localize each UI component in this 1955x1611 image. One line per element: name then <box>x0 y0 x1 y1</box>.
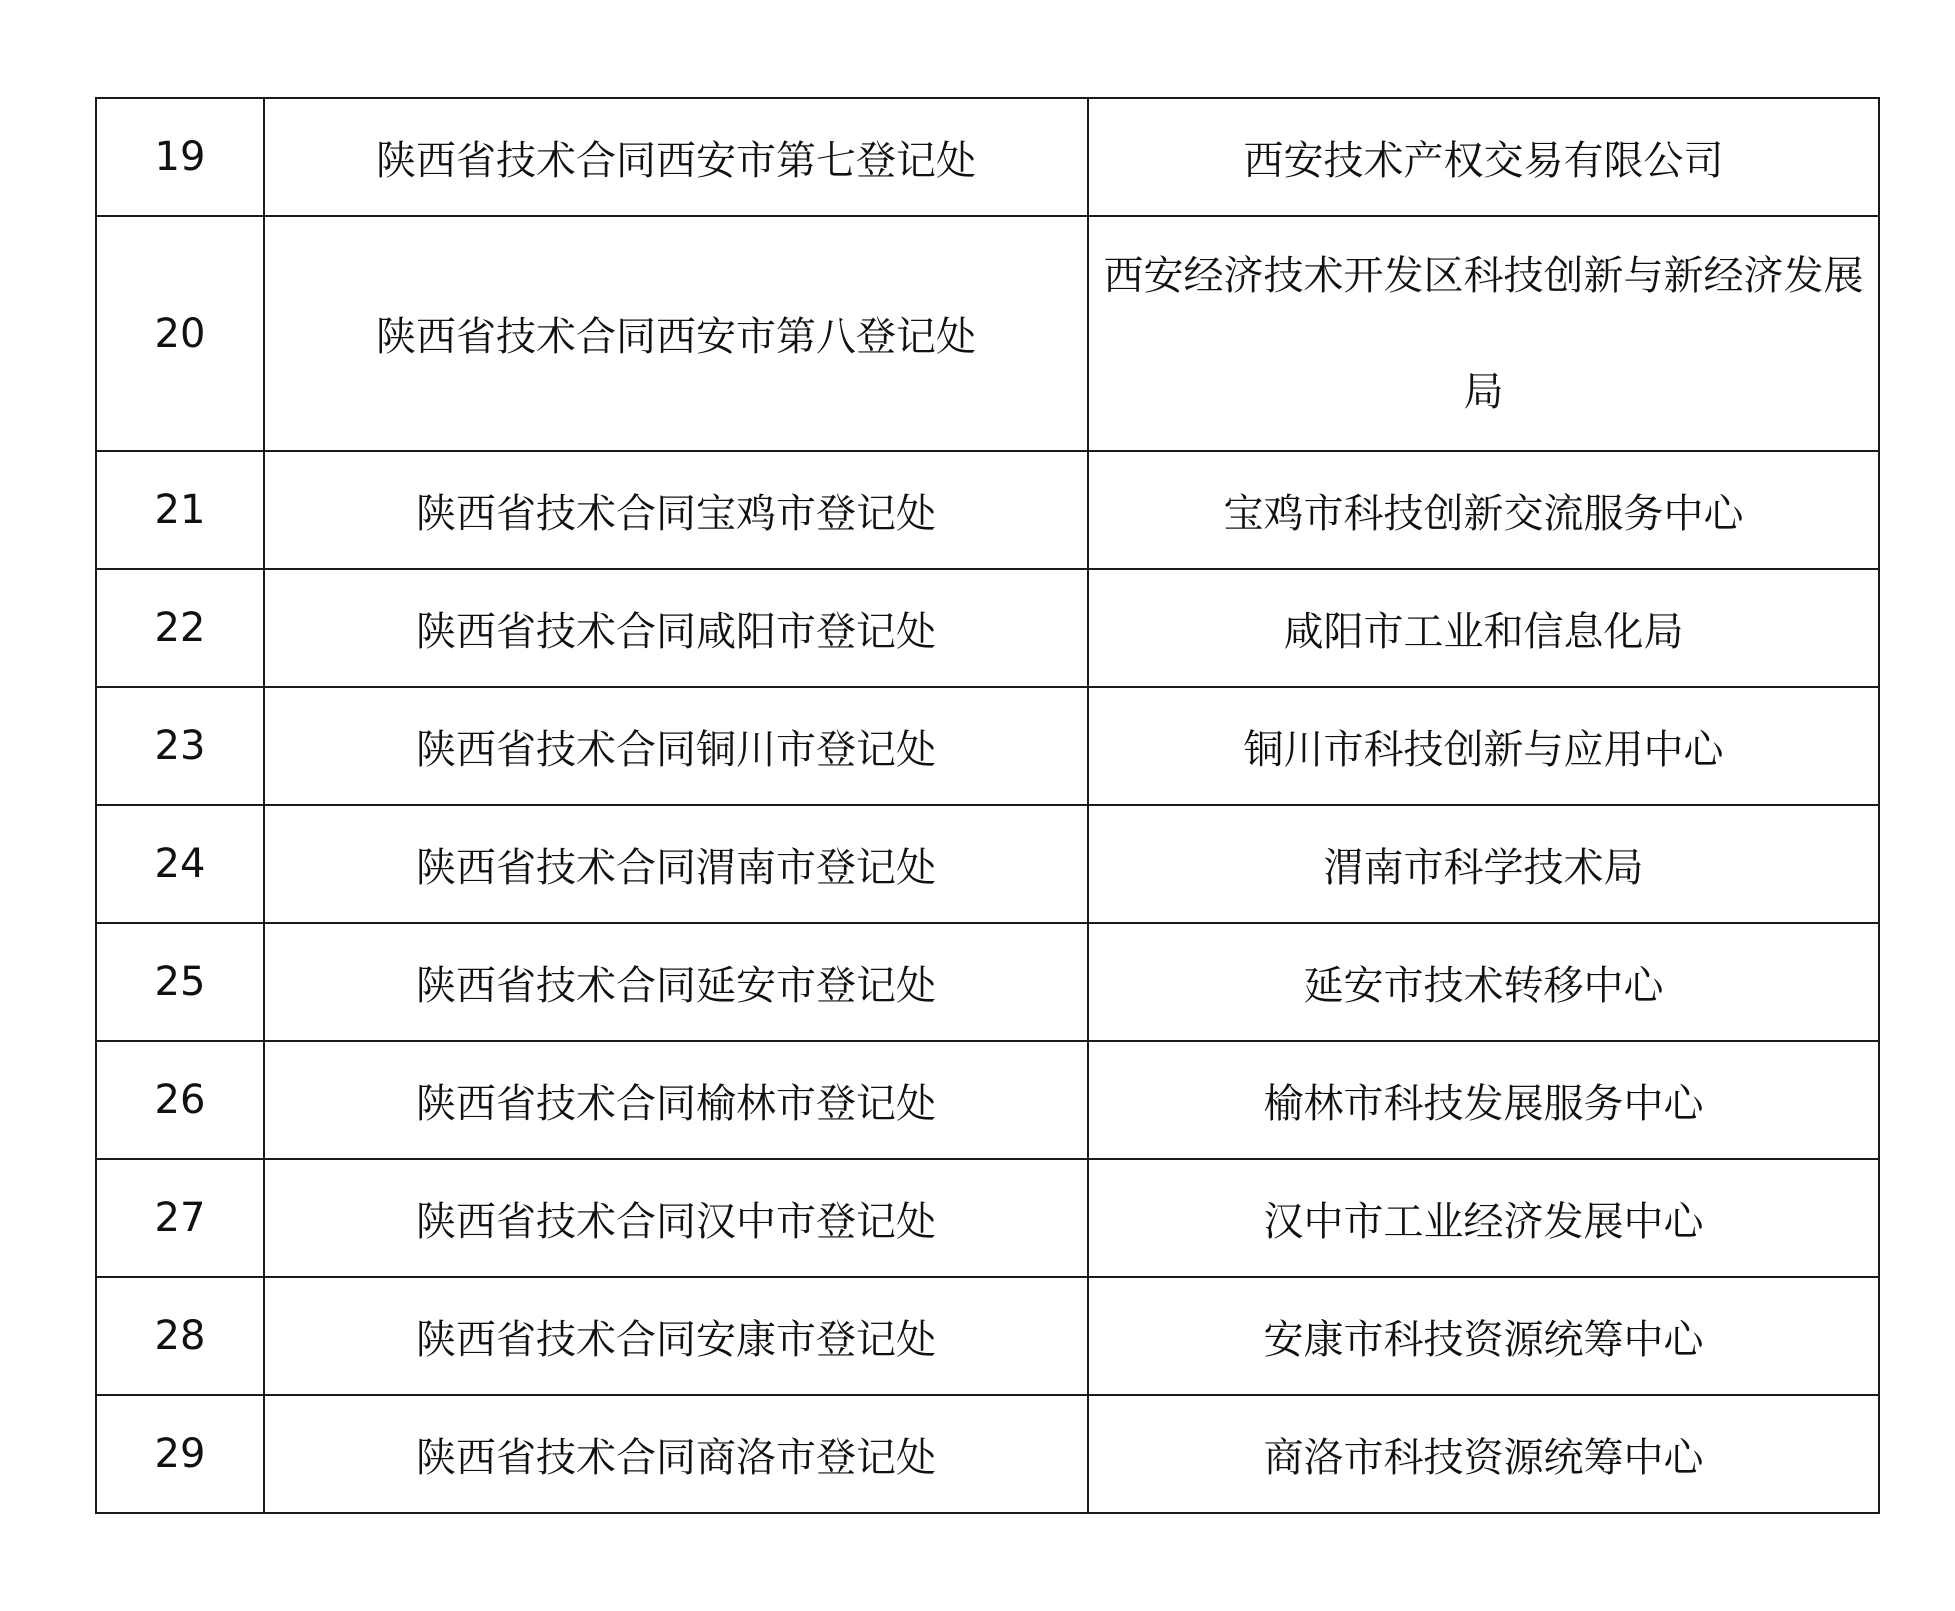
table-row <box>96 687 1879 805</box>
row-number: 22 <box>96 569 264 687</box>
office-cell: 陕西省技术合同宝鸡市登记处 <box>264 451 1088 569</box>
organization-cell: 西安经济技术开发区科技创新与新经济发展局 <box>1088 216 1879 451</box>
office-cell: 陕西省技术合同渭南市登记处 <box>264 805 1088 923</box>
table-row <box>96 98 1879 216</box>
organization-cell: 安康市科技资源统筹中心 <box>1088 1277 1879 1395</box>
row-number: 21 <box>96 451 264 569</box>
table-row <box>96 569 1879 687</box>
table-row <box>96 1277 1879 1395</box>
office-cell: 陕西省技术合同商洛市登记处 <box>264 1395 1088 1513</box>
table-row <box>96 805 1879 923</box>
row-number: 25 <box>96 923 264 1041</box>
organization-cell: 西安技术产权交易有限公司 <box>1088 98 1879 216</box>
organization-cell: 铜川市科技创新与应用中心 <box>1088 687 1879 805</box>
organization-cell: 渭南市科学技术局 <box>1088 805 1879 923</box>
table-row <box>96 1041 1879 1159</box>
office-cell: 陕西省技术合同汉中市登记处 <box>264 1159 1088 1277</box>
row-number: 19 <box>96 98 264 216</box>
organization-cell: 榆林市科技发展服务中心 <box>1088 1041 1879 1159</box>
office-cell: 陕西省技术合同咸阳市登记处 <box>264 569 1088 687</box>
office-cell: 陕西省技术合同西安市第八登记处 <box>264 216 1088 451</box>
table-row <box>96 1395 1879 1513</box>
row-number: 28 <box>96 1277 264 1395</box>
registry-table <box>95 97 1880 1514</box>
row-number: 24 <box>96 805 264 923</box>
table-row <box>96 1159 1879 1277</box>
office-cell: 陕西省技术合同榆林市登记处 <box>264 1041 1088 1159</box>
row-number: 26 <box>96 1041 264 1159</box>
row-number: 23 <box>96 687 264 805</box>
row-number: 27 <box>96 1159 264 1277</box>
organization-cell: 宝鸡市科技创新交流服务中心 <box>1088 451 1879 569</box>
office-cell: 陕西省技术合同西安市第七登记处 <box>264 98 1088 216</box>
organization-cell: 咸阳市工业和信息化局 <box>1088 569 1879 687</box>
table-row <box>96 216 1879 451</box>
table-row <box>96 451 1879 569</box>
row-number: 20 <box>96 216 264 451</box>
office-cell: 陕西省技术合同铜川市登记处 <box>264 687 1088 805</box>
table-row <box>96 923 1879 1041</box>
office-cell: 陕西省技术合同安康市登记处 <box>264 1277 1088 1395</box>
office-cell: 陕西省技术合同延安市登记处 <box>264 923 1088 1041</box>
organization-cell: 汉中市工业经济发展中心 <box>1088 1159 1879 1277</box>
organization-cell: 延安市技术转移中心 <box>1088 923 1879 1041</box>
row-number: 29 <box>96 1395 264 1513</box>
organization-cell: 商洛市科技资源统筹中心 <box>1088 1395 1879 1513</box>
